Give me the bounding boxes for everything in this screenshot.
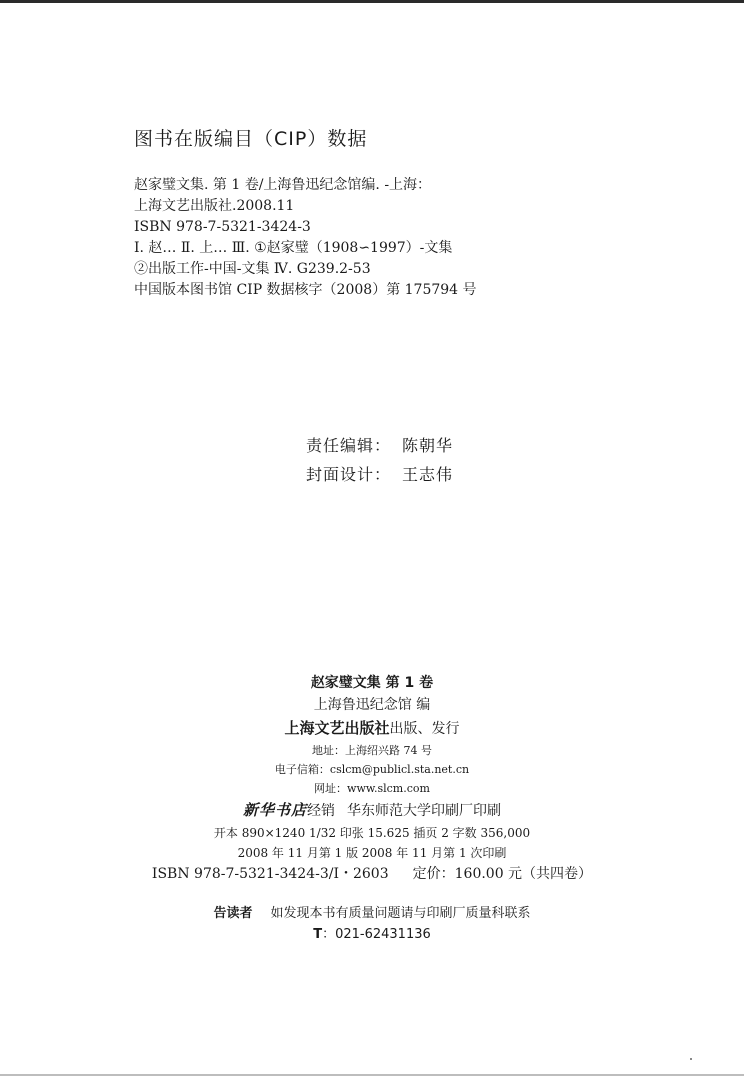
- distribution-line: [0, 798, 744, 823]
- publisher-email: 电子信箱：cslcm@publicl.sta.net.cn: [274, 763, 470, 776]
- format-specs: 开本 890×1240 1/32 印张 15.625 插页 2 字数 356,000: [213, 826, 531, 840]
- colophon-isbn: ISBN 978-7-5321-3424-3/I・2603: [151, 866, 389, 882]
- editors-block: [306, 431, 453, 489]
- page-top-border: [0, 0, 744, 3]
- cover-designer-name: 王志伟: [402, 465, 454, 484]
- printer: 华东师范大学印刷厂印刷: [347, 803, 501, 819]
- cover-designer-label: 封面设计：: [306, 465, 392, 484]
- cip-line-verification: 中国版本图书馆 CIP 数据核字（2008）第 175794 号: [134, 282, 477, 298]
- compiler: 上海鲁迅纪念馆 编: [313, 697, 431, 713]
- publisher-line: [0, 716, 744, 741]
- responsible-editor-row: [306, 431, 453, 460]
- cover-designer-row: [306, 460, 453, 489]
- price: 定价：160.00 元（共四卷）: [412, 866, 593, 882]
- phone-number: ：021-62431136: [322, 927, 431, 942]
- page-bottom-border: [0, 1074, 744, 1076]
- distributor-name: 新华书店: [242, 801, 307, 819]
- cip-line-1: 赵家璧文集. 第 1 卷/上海鲁迅纪念馆编. -上海：: [134, 177, 432, 193]
- cip-line-2: 上海文艺出版社.2008.11: [134, 198, 295, 214]
- publisher-website: 网址：www.slcm.com: [314, 782, 430, 795]
- scan-speck: [690, 1058, 692, 1060]
- distributor-suffix: 经销: [307, 803, 335, 819]
- publisher-suffix: 出版、发行: [389, 721, 460, 737]
- responsible-editor-label: 责任编辑：: [306, 436, 392, 455]
- edition-info: 2008 年 11 月第 1 版 2008 年 11 月第 1 次印刷: [237, 846, 507, 860]
- cip-line-classification: Ⅰ. 赵… Ⅱ. 上… Ⅲ. ①赵家璧（1908∽1997）-文集: [134, 240, 453, 256]
- book-title: 赵家璧文集 第 1 卷: [310, 675, 434, 691]
- publisher-name: 上海文艺出版社: [284, 719, 390, 737]
- publisher-address: 地址：上海绍兴路 74 号: [312, 744, 432, 757]
- contact-phone: [0, 925, 744, 945]
- notice-text: 如发现本书有质量问题请与印刷厂质量科联系: [270, 906, 531, 921]
- cip-line-isbn: ISBN 978-7-5321-3424-3: [134, 219, 311, 235]
- colophon-block: [0, 672, 744, 945]
- cip-block: [134, 124, 694, 301]
- cip-line-subject: ②出版工作-中国-文集 Ⅳ. G239.2-53: [134, 261, 371, 277]
- phone-label: T: [313, 927, 323, 942]
- responsible-editor-name: 陈朝华: [402, 436, 454, 455]
- cip-title: 图书在版编目（CIP）数据: [134, 128, 368, 150]
- notice-label: 告读者: [213, 906, 253, 921]
- reader-notice: [0, 903, 744, 925]
- isbn-price-line: [0, 863, 744, 885]
